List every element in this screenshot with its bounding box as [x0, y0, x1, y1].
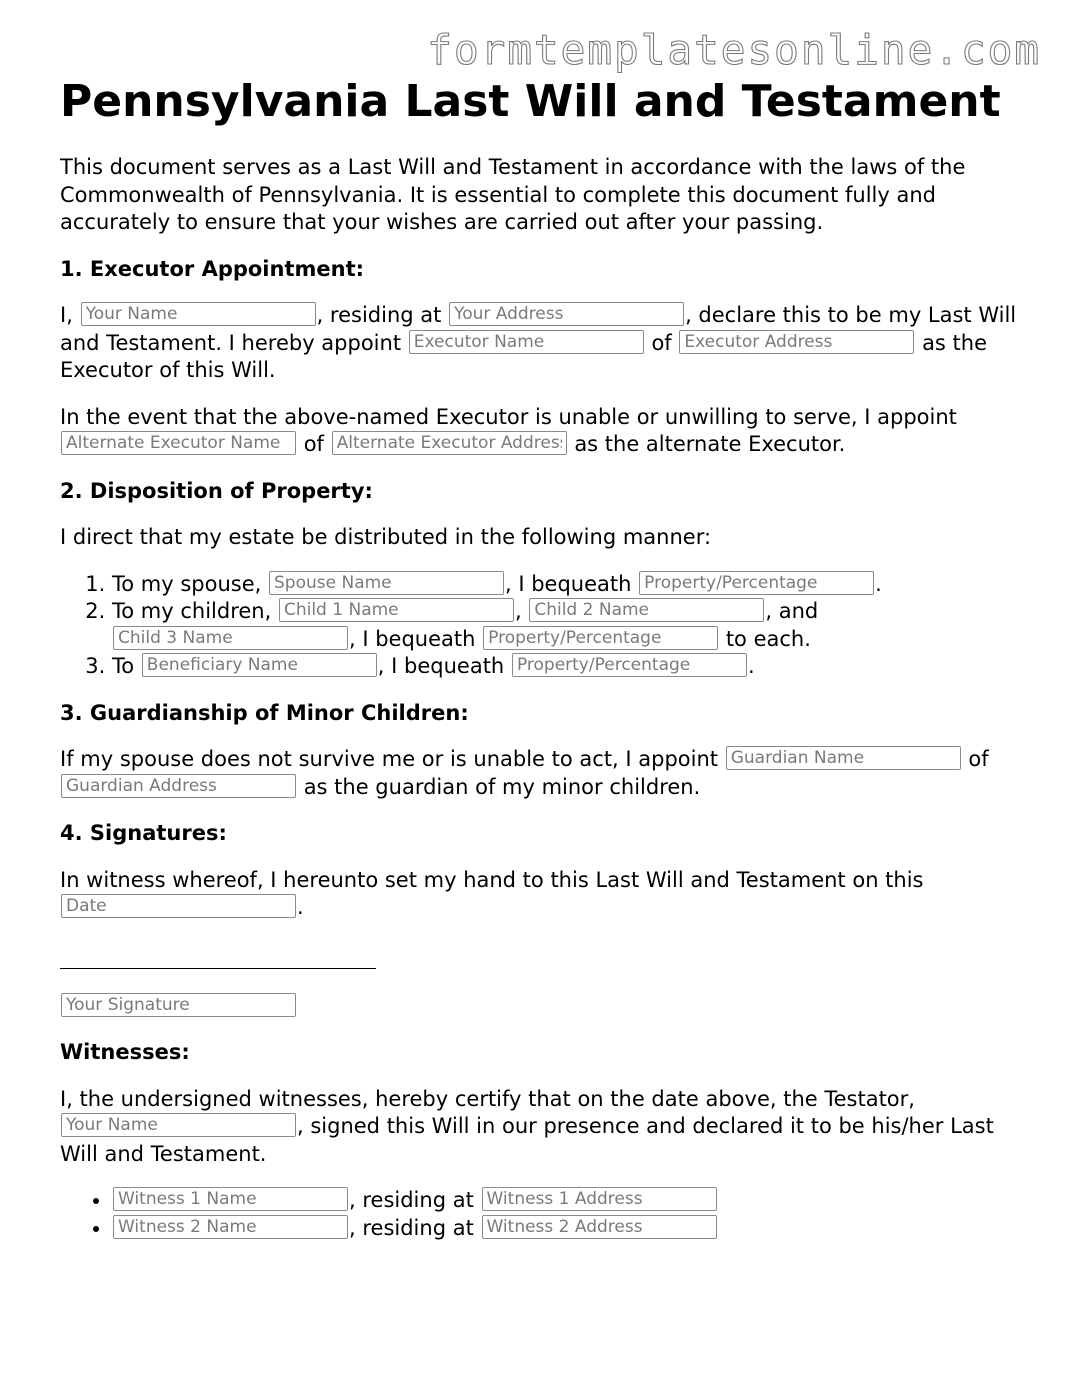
- signature-paragraph: [60, 867, 1020, 922]
- watermark: formtemplatesonline.com: [427, 26, 1041, 74]
- text: , I bequeath: [377, 654, 505, 678]
- executor-address-input[interactable]: [679, 330, 914, 354]
- text: I, the undersigned witnesses, hereby certify that on the date above, the Testator,: [60, 1086, 915, 1111]
- text: , I bequeath: [505, 571, 632, 596]
- text: as the Executor of this Will.: [60, 330, 988, 382]
- child-2-name-input[interactable]: [529, 598, 764, 622]
- text: as the guardian of my minor children.: [303, 774, 701, 799]
- guardian-address-input[interactable]: [61, 774, 296, 798]
- witness-certification-paragraph: [60, 1086, 1020, 1169]
- bequest-beneficiary: [112, 653, 1020, 681]
- witness-2-item: [112, 1215, 1020, 1243]
- text: To: [112, 654, 135, 678]
- text: , signed this Will in our presence and declared it to be his/her Last Will and Testament.: [60, 1114, 994, 1166]
- section-guardianship-heading: 3. Guardianship of Minor Children:: [60, 700, 469, 725]
- section-executor-heading: 1. Executor Appointment:: [60, 256, 365, 281]
- text: To my children,: [112, 599, 272, 623]
- guardianship-paragraph: [60, 746, 1020, 801]
- text: , residing at: [349, 1188, 474, 1212]
- executor-name-input[interactable]: [409, 330, 644, 354]
- page-title: Pennsylvania Last Will and Testament: [60, 76, 1001, 127]
- witness-1-name-input[interactable]: [113, 1187, 348, 1211]
- signature-line: [60, 968, 376, 969]
- text: of: [303, 432, 324, 456]
- text: , residing at: [349, 1215, 474, 1240]
- child-1-name-input[interactable]: [279, 598, 514, 622]
- text: ,: [514, 599, 522, 623]
- text: as the alternate Executor.: [574, 432, 846, 456]
- text: .: [297, 895, 304, 919]
- property-lead: I direct that my estate be distributed in the following manner:: [60, 525, 712, 549]
- text: .: [875, 571, 882, 596]
- date-input[interactable]: [61, 894, 296, 918]
- text: In the event that the above-named Executor is unable or unwilling to serve, I appoint: [60, 404, 957, 429]
- bequest-list: [60, 571, 1020, 681]
- text: to each.: [725, 626, 811, 651]
- text: , residing at: [316, 303, 442, 327]
- spouse-property-input[interactable]: [639, 571, 874, 595]
- section-property-heading: 2. Disposition of Property:: [60, 478, 373, 503]
- text: In witness whereof, I hereunto set my hand to this Last Will and Testament on this: [60, 867, 924, 892]
- alternate-executor-name-input[interactable]: [61, 431, 296, 455]
- text: , declare this to be my Last Will and Testament. I hereby appoint: [60, 303, 1017, 355]
- alternate-executor-address-input[interactable]: [332, 431, 567, 455]
- your-name-input[interactable]: [81, 302, 316, 326]
- witness-2-address-input[interactable]: [482, 1215, 717, 1239]
- document-body: [60, 154, 1020, 1242]
- witness-1-item: [112, 1187, 1020, 1215]
- alternate-executor-paragraph: [60, 404, 1020, 459]
- bequest-spouse: [112, 571, 1020, 599]
- section-witnesses-heading: Witnesses:: [60, 1040, 190, 1064]
- beneficiary-property-input[interactable]: [512, 653, 747, 677]
- text: , I bequeath: [349, 626, 476, 651]
- signature-field-row: [60, 993, 1020, 1021]
- text: of: [968, 747, 989, 771]
- text: .: [747, 654, 755, 678]
- intro-paragraph: This document serves as a Last Will and Testament in accordance with the laws of the Commonwealth of Pennsylvania. It is essential to complete this document fully and accurately to ensure that your wishes are carried out after your passing.: [60, 155, 966, 234]
- text: I,: [60, 303, 73, 327]
- witness-1-address-input[interactable]: [482, 1187, 717, 1211]
- section-signatures-heading: 4. Signatures:: [60, 821, 227, 845]
- witness-list: [60, 1187, 1020, 1242]
- text: of: [651, 330, 672, 355]
- beneficiary-name-input[interactable]: [142, 653, 377, 677]
- text: If my spouse does not survive me or is unable to act, I appoint: [60, 747, 719, 771]
- bequest-children: [112, 598, 1020, 653]
- witness-2-name-input[interactable]: [113, 1215, 348, 1239]
- text: To my spouse,: [112, 571, 262, 596]
- your-address-input[interactable]: [449, 302, 684, 326]
- signature-input[interactable]: [61, 993, 296, 1017]
- testator-name-input[interactable]: [61, 1113, 296, 1137]
- spouse-name-input[interactable]: [269, 571, 504, 595]
- guardian-name-input[interactable]: [726, 746, 961, 770]
- text: , and: [765, 599, 819, 623]
- children-property-input[interactable]: [483, 626, 718, 650]
- child-3-name-input[interactable]: [113, 626, 348, 650]
- executor-paragraph: [60, 302, 1020, 385]
